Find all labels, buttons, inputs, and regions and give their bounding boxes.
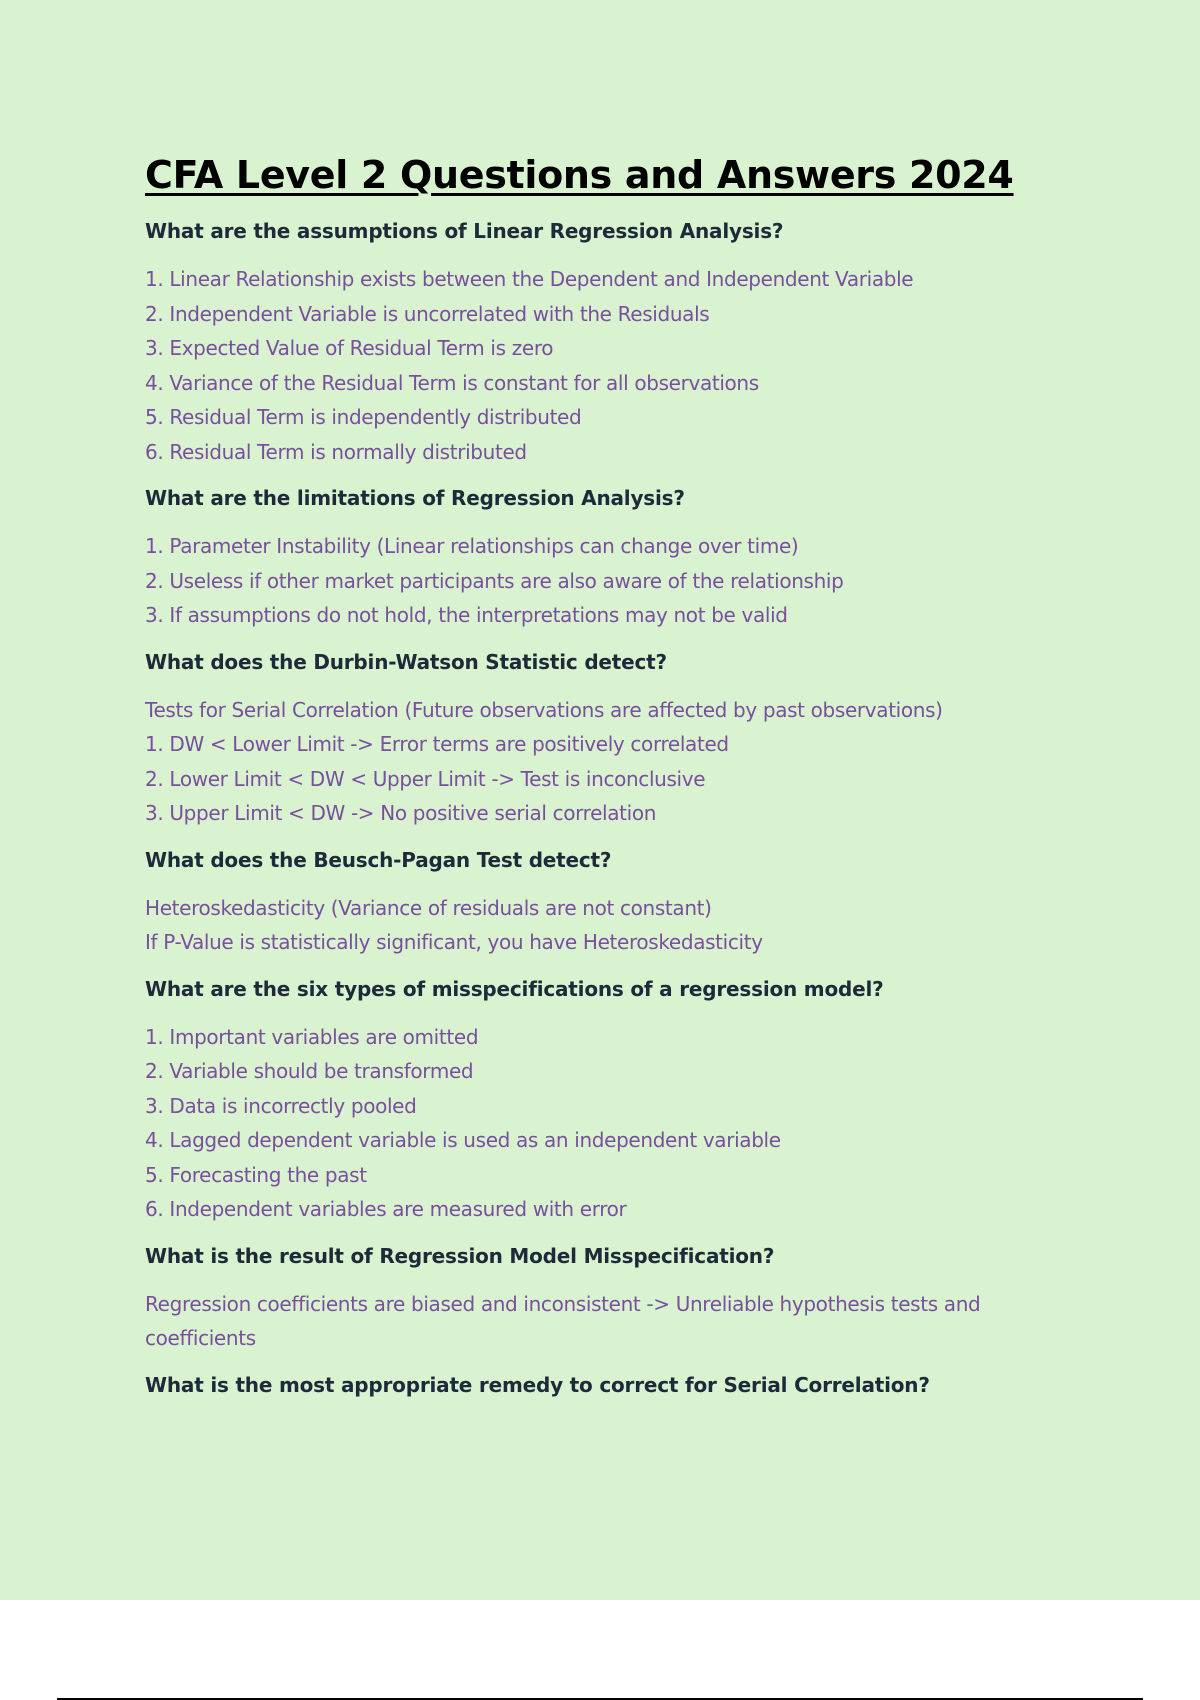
qa-block-3 bbox=[145, 647, 1075, 831]
question-heading: What does the Durbin-Watson Statistic detect? bbox=[145, 649, 667, 674]
answer-line: 3. Upper Limit < DW -> No positive serial correlation bbox=[145, 801, 657, 825]
document-title: CFA Level 2 Questions and Answers 2024 bbox=[145, 153, 1014, 197]
answer-line: 3. Data is incorrectly pooled bbox=[145, 1093, 417, 1118]
qa-block-5 bbox=[145, 974, 1075, 1227]
question-heading: What are the six types of misspecifications of a regression model? bbox=[145, 976, 884, 1001]
answer-line: 1. Parameter Instability (Linear relationships can change over time) bbox=[145, 534, 799, 558]
qa-block-7 bbox=[145, 1370, 1075, 1400]
qa-block-4 bbox=[145, 845, 1075, 960]
answer-line: 2. Variable should be transformed bbox=[145, 1059, 474, 1083]
answer-line: Heteroskedasticity (Variance of residuals are not constant) bbox=[145, 895, 712, 920]
answer-line: 6. Independent variables are measured with error bbox=[145, 1197, 627, 1221]
answer-line: 2. Lower Limit < DW < Upper Limit -> Test is inconclusive bbox=[145, 766, 706, 791]
answer-block bbox=[145, 693, 1075, 831]
answer-line: 4. Variance of the Residual Term is constant for all observations bbox=[145, 370, 759, 395]
document-content bbox=[145, 148, 1075, 1416]
answer-block bbox=[145, 891, 1075, 960]
question-heading: What is the result of Regression Model Misspecification? bbox=[145, 1243, 775, 1268]
answer-line: 4. Lagged dependent variable is used as an independent variable bbox=[145, 1128, 781, 1152]
answer-line: coefficients bbox=[145, 1326, 256, 1350]
answer-line: 1. DW < Lower Limit -> Error terms are positively correlated bbox=[145, 732, 729, 756]
answer-line: 3. If assumptions do not hold, the interpretations may not be valid bbox=[145, 603, 788, 627]
answer-line: 6. Residual Term is normally distributed bbox=[145, 439, 527, 464]
answer-line: Regression coefficients are biased and inconsistent -> Unreliable hypothesis tests and bbox=[145, 1291, 981, 1316]
qa-block-2 bbox=[145, 483, 1075, 633]
qa-block-6 bbox=[145, 1241, 1075, 1356]
answer-block bbox=[145, 1287, 1075, 1356]
answer-block bbox=[145, 262, 1075, 469]
answer-line: 5. Residual Term is independently distributed bbox=[145, 405, 582, 429]
answer-line: 3. Expected Value of Residual Term is zero bbox=[145, 336, 554, 360]
answer-line: 5. Forecasting the past bbox=[145, 1162, 367, 1187]
qa-block-1 bbox=[145, 216, 1075, 469]
answer-block bbox=[145, 1020, 1075, 1227]
answer-block bbox=[145, 529, 1075, 633]
answer-line: 2. Useless if other market participants are also aware of the relationship bbox=[145, 568, 844, 593]
question-heading: What does the Beusch-Pagan Test detect? bbox=[145, 847, 612, 872]
answer-line: 2. Independent Variable is uncorrelated with the Residuals bbox=[145, 301, 710, 326]
answer-line: 1. Linear Relationship exists between the Dependent and Independent Variable bbox=[145, 267, 914, 291]
question-heading: What is the most appropriate remedy to correct for Serial Correlation? bbox=[145, 1372, 930, 1397]
answer-line: Tests for Serial Correlation (Future observations are affected by past observations) bbox=[145, 697, 943, 722]
question-heading: What are the assumptions of Linear Regression Analysis? bbox=[145, 219, 784, 243]
question-heading: What are the limitations of Regression Analysis? bbox=[145, 486, 685, 510]
answer-line: 1. Important variables are omitted bbox=[145, 1024, 479, 1049]
answer-line: If P-Value is statistically significant, you have Heteroskedasticity bbox=[145, 930, 763, 954]
